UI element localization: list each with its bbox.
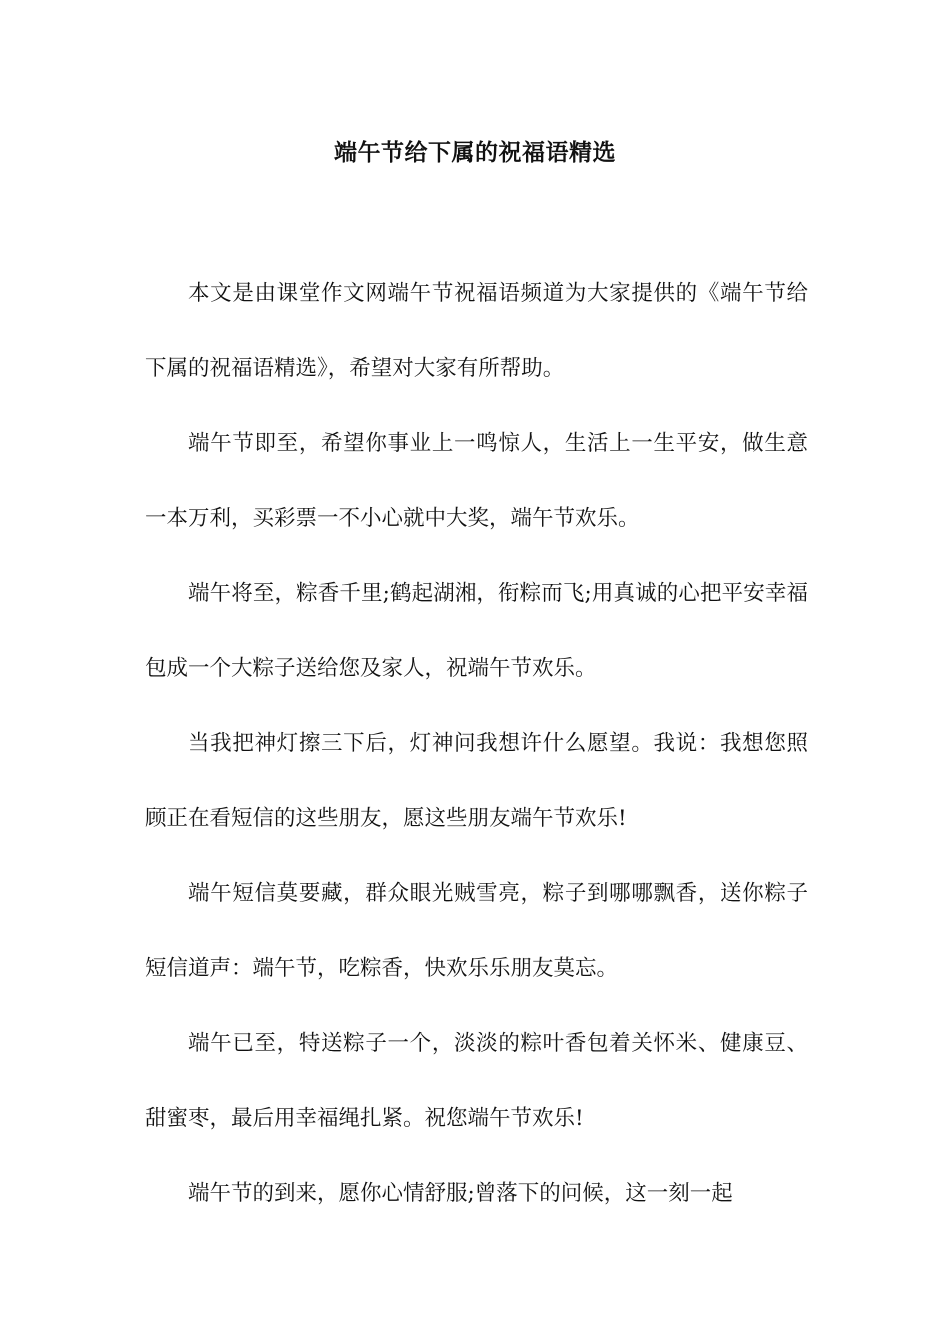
paragraph-greeting-3: 当我把神灯擦三下后，灯神问我想许什么愿望。我说：我想您照顾正在看短信的这些朋友，愿这些朋友端午节欢乐! — [145, 731, 808, 831]
paragraph-intro: 本文是由课堂作文网端午节祝福语频道为大家提供的《端午节给下属的祝福语精选》，希望对大家有所帮助。 — [145, 281, 808, 381]
document-title: 端午节给下属的祝福语精选 — [334, 139, 616, 166]
paragraph-greeting-6: 端午节的到来，愿你心情舒服;曾落下的问候，这一刻一起 — [188, 1181, 733, 1206]
paragraph-greeting-1: 端午节即至，希望你事业上一鸣惊人，生活上一生平安，做生意一本万利，买彩票一不小心就中大奖，端午节欢乐。 — [145, 431, 808, 531]
paragraph-greeting-5: 端午已至，特送粽子一个，淡淡的粽叶香包着关怀米、健康豆、甜蜜枣，最后用幸福绳扎紧。祝您端午节欢乐! — [145, 1031, 808, 1131]
paragraph-greeting-4: 端午短信莫要藏，群众眼光贼雪亮，粽子到哪哪飘香，送你粽子短信道声：端午节，吃粽香，快欢乐乐朋友莫忘。 — [145, 881, 808, 981]
document-body — [145, 256, 808, 1231]
paragraph-greeting-2: 端午将至，粽香千里;鹤起湖湘，衔粽而飞;用真诚的心把平安幸福包成一个大粽子送给您及家人，祝端午节欢乐。 — [145, 581, 808, 681]
